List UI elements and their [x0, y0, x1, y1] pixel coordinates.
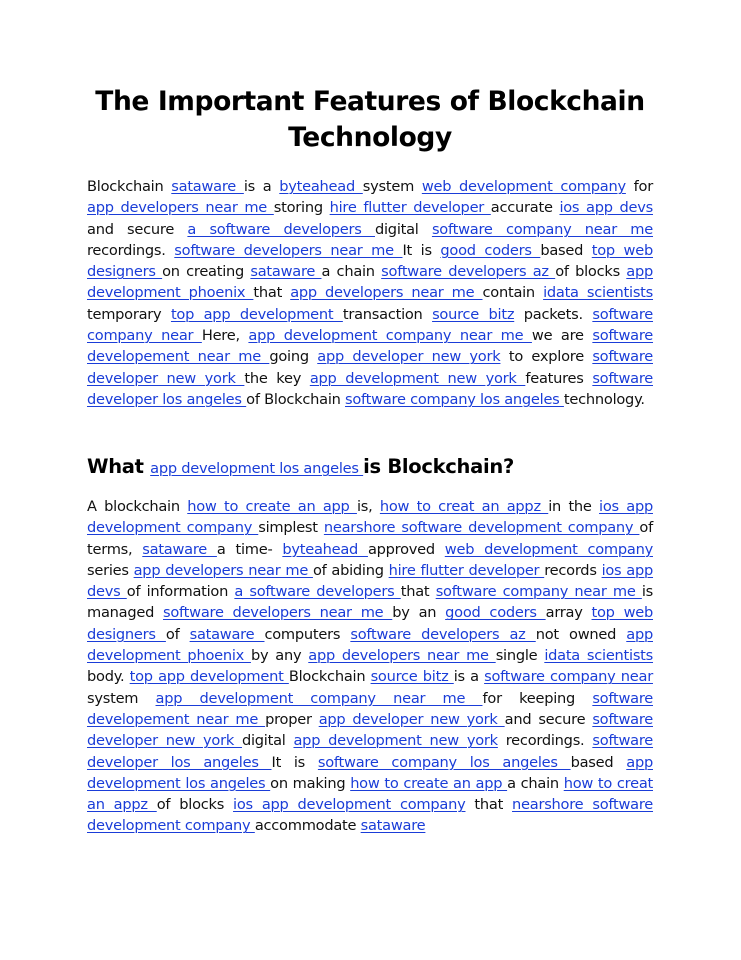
- inline-link[interactable]: app development company near me: [248, 327, 532, 345]
- text-run: a chain: [321, 263, 382, 281]
- text-run: packets.: [514, 305, 593, 323]
- text-run: for keeping: [482, 689, 593, 707]
- text-run: records: [544, 561, 602, 579]
- text-run: based: [570, 753, 627, 771]
- inline-link[interactable]: byteahead: [279, 178, 363, 195]
- inline-link[interactable]: sataware: [250, 263, 322, 281]
- inline-link[interactable]: software developer los angeles: [87, 369, 653, 408]
- text-run: A blockchain: [87, 498, 188, 515]
- text-run: recordings.: [497, 732, 593, 750]
- inline-link[interactable]: software company near me: [435, 583, 642, 601]
- text-run: digital: [241, 732, 294, 750]
- inline-link[interactable]: sataware: [171, 178, 244, 195]
- text-run: of blocks: [555, 263, 627, 281]
- text-run: It is: [271, 753, 318, 771]
- text-run: that: [465, 796, 513, 814]
- inline-link[interactable]: source bitz: [370, 668, 454, 686]
- text-run: by an: [392, 604, 446, 622]
- text-run: is managed: [87, 583, 654, 622]
- text-run: of Blockchain: [246, 390, 346, 408]
- inline-link[interactable]: ios app development company: [87, 498, 653, 537]
- text-run: of blocks: [156, 796, 234, 814]
- text-run: on creating: [162, 263, 251, 281]
- text-run: body.: [87, 668, 130, 686]
- inline-link[interactable]: how to create an app: [350, 774, 508, 792]
- inline-link[interactable]: app development phoenix: [87, 263, 654, 302]
- text-run: features: [525, 369, 593, 387]
- inline-link[interactable]: software company near: [87, 305, 654, 345]
- section-heading: [87, 454, 653, 482]
- text-run: Here,: [201, 327, 249, 345]
- text-run: a chain: [507, 774, 564, 792]
- inline-link[interactable]: software company los angeles: [345, 390, 564, 408]
- text-run: of information: [126, 583, 235, 601]
- inline-link[interactable]: app developer new york: [317, 348, 501, 366]
- heading-text: What: [87, 455, 151, 478]
- inline-link[interactable]: software developers near me: [174, 241, 403, 259]
- inline-link[interactable]: app development phoenix: [87, 625, 653, 665]
- text-run: for: [625, 178, 653, 195]
- inline-link[interactable]: sataware: [360, 817, 426, 835]
- text-run: that: [400, 583, 436, 601]
- text-run: by any: [250, 647, 309, 665]
- text-run: of terms,: [87, 519, 653, 558]
- inline-link[interactable]: software company near me: [431, 220, 654, 238]
- text-run: digital: [374, 220, 432, 238]
- inline-link[interactable]: sataware: [142, 540, 217, 558]
- text-run: system: [87, 689, 156, 707]
- text-run: storing: [273, 199, 330, 217]
- text-run: to explore: [500, 348, 593, 366]
- inline-link[interactable]: hire flutter developer: [329, 199, 491, 217]
- inline-link[interactable]: app developer new york: [318, 710, 505, 728]
- inline-link[interactable]: how to create an app: [187, 498, 357, 515]
- inline-link[interactable]: app development company near me: [155, 689, 483, 707]
- text-run: based: [540, 241, 592, 259]
- inline-link[interactable]: how to creat an appz: [379, 498, 549, 515]
- inline-link[interactable]: top app development: [129, 668, 289, 686]
- inline-link[interactable]: app development new york: [309, 369, 526, 387]
- inline-link[interactable]: source bitz: [432, 305, 515, 323]
- inline-link[interactable]: app developers near me: [290, 284, 483, 302]
- inline-link[interactable]: software developement near me: [87, 327, 654, 366]
- inline-link[interactable]: top web designers: [87, 604, 654, 643]
- text-run: transaction: [342, 305, 433, 323]
- inline-link[interactable]: nearshore software development company: [87, 796, 654, 835]
- intro-paragraph: [87, 176, 653, 410]
- inline-link[interactable]: good coders: [445, 604, 546, 622]
- text-run: going: [269, 348, 318, 366]
- inline-link[interactable]: top app development: [170, 305, 343, 323]
- text-run: temporary: [87, 305, 171, 323]
- text-run: accurate: [490, 199, 560, 217]
- inline-link[interactable]: web development company: [421, 178, 626, 195]
- inline-link[interactable]: a software developers: [187, 220, 375, 238]
- inline-link[interactable]: software company los angeles: [317, 753, 571, 771]
- text-run: on making: [270, 774, 351, 792]
- inline-link[interactable]: software company near: [484, 668, 653, 686]
- inline-link[interactable]: app development new york: [293, 732, 498, 750]
- text-run: the key: [244, 369, 310, 387]
- page-title: The Important Features of Blockchain Technology: [95, 86, 645, 153]
- inline-link[interactable]: byteahead: [282, 540, 368, 558]
- inline-link[interactable]: software developer new york: [87, 710, 653, 750]
- heading-text: is Blockchain?: [363, 455, 514, 478]
- text-run: accommodate: [254, 817, 361, 835]
- text-run: a time-: [216, 540, 283, 558]
- inline-link[interactable]: app developers near me: [308, 647, 496, 665]
- text-run: is a: [453, 668, 485, 686]
- text-run: system: [362, 178, 422, 195]
- text-run: single: [495, 647, 545, 665]
- text-run: contain: [482, 284, 544, 302]
- inline-link[interactable]: ios app devs: [559, 199, 653, 217]
- text-run: array: [545, 604, 592, 622]
- text-run: series: [87, 561, 134, 579]
- inline-link[interactable]: how to creat an appz: [87, 774, 653, 814]
- inline-link[interactable]: idata scientists: [543, 284, 654, 302]
- text-run: It is: [402, 241, 441, 259]
- inline-link[interactable]: software developement near me: [87, 689, 653, 728]
- heading-link[interactable]: app development los angeles: [150, 460, 364, 477]
- text-run: Blockchain: [87, 178, 172, 195]
- inline-link[interactable]: good coders: [440, 241, 541, 259]
- text-run: is,: [356, 498, 380, 515]
- text-run: of: [165, 625, 190, 643]
- text-run: not owned: [535, 625, 627, 643]
- text-run: computers: [264, 625, 351, 643]
- inline-link[interactable]: software developer los angeles: [87, 732, 654, 771]
- inline-link[interactable]: idata scientists: [544, 647, 654, 665]
- inline-link[interactable]: app developers near me: [87, 199, 274, 217]
- text-run: recordings.: [87, 241, 175, 259]
- inline-link[interactable]: web development company: [444, 540, 653, 558]
- text-run: is a: [243, 178, 280, 195]
- text-run: that: [253, 284, 291, 302]
- inline-link[interactable]: sataware: [189, 625, 265, 643]
- text-run: we are: [531, 327, 593, 345]
- inline-link[interactable]: top web designers: [87, 241, 653, 281]
- inline-link[interactable]: nearshore software development company: [323, 519, 640, 537]
- inline-link[interactable]: a software developers: [234, 583, 401, 601]
- text-run: simplest: [258, 519, 324, 537]
- inline-link[interactable]: software developers az: [350, 625, 536, 643]
- inline-link[interactable]: ios app devs: [87, 561, 654, 601]
- text-run: Blockchain: [288, 668, 371, 686]
- inline-link[interactable]: software developer new york: [87, 348, 653, 387]
- inline-link[interactable]: hire flutter developer: [388, 561, 545, 579]
- text-run: and secure: [504, 710, 593, 728]
- inline-link[interactable]: software developers az: [381, 263, 556, 281]
- inline-link[interactable]: ios app development company: [233, 796, 466, 814]
- definition-paragraph: [87, 496, 653, 837]
- inline-link[interactable]: app developers near me: [133, 561, 313, 579]
- text-run: of abiding: [312, 561, 389, 579]
- text-run: and secure: [87, 220, 188, 238]
- inline-link[interactable]: app development los angeles: [87, 753, 653, 792]
- text-run: approved: [367, 540, 445, 558]
- text-run: technology.: [563, 390, 645, 408]
- text-run: proper: [265, 710, 319, 728]
- text-run: in the: [548, 498, 600, 515]
- inline-link[interactable]: software developers near me: [163, 604, 393, 622]
